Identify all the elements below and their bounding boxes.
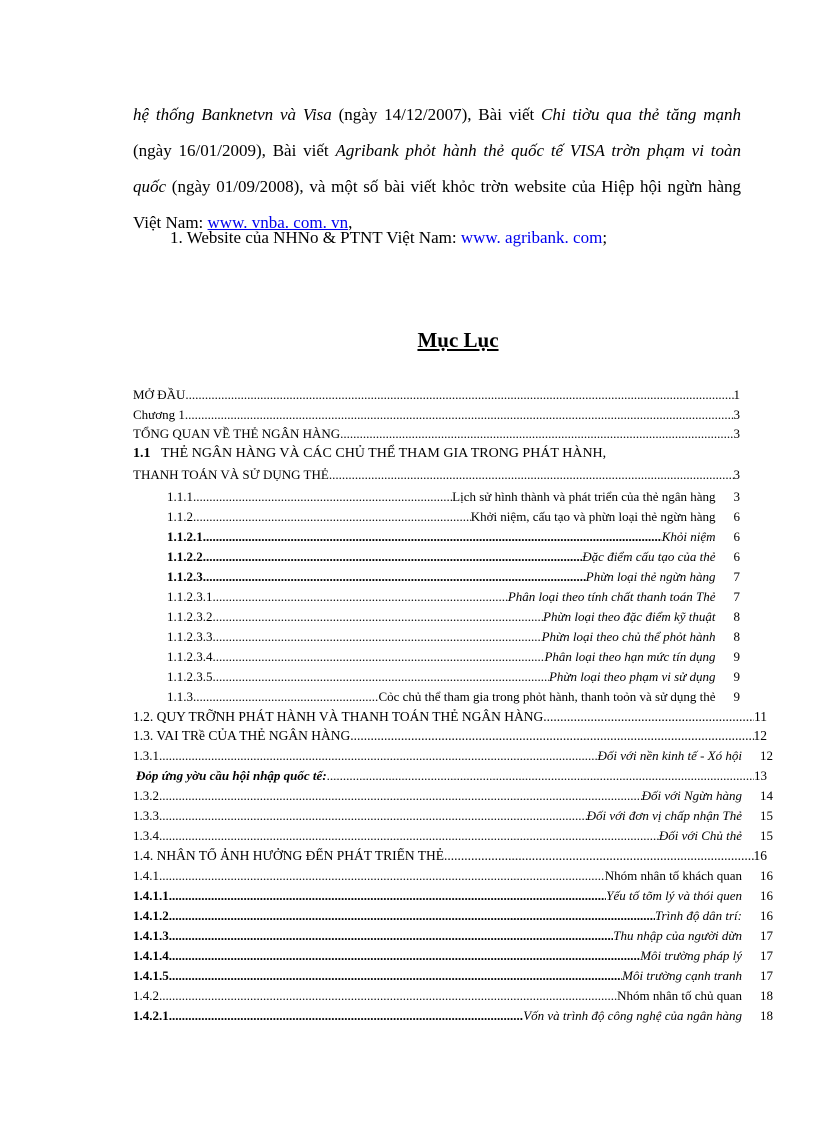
toc-entry-title: Cỏc chủ thể tham gia trong phỏt hành, thanh toỏn và sử dụng thẻ [378,689,716,704]
toc-row[interactable] [133,888,773,904]
toc-page-number: 18 [760,988,773,1003]
toc-entry-number: 1.3.1. [133,748,163,763]
toc-row[interactable] [133,968,773,984]
toc-entry-number: 1.1.2. [167,509,197,524]
toc-entry-number: 1.1.3. [167,689,197,704]
toc-entry-number: 1.3.4. [133,828,163,843]
toc-page-number: 12 [760,748,773,763]
vnba-link[interactable]: www. vnba. com. vn [207,213,349,232]
toc-entry-number: 1.1.2.3. [167,569,206,584]
toc-entry-title: Đối với Ngừn hàng [641,788,742,803]
toc-entry-number: 1.1.2.3.5. [167,669,216,684]
toc-row[interactable] [133,407,740,423]
toc-entry-title: Đối với đơn vị chấp nhận Thẻ [586,808,742,823]
toc-page-number: 15 [760,808,773,823]
toc-page-number: 12 [753,728,767,743]
toc-row[interactable] [133,908,773,924]
toc-entry-title: Phừn loại theo phạm vi sử dụng [548,669,716,684]
toc-entry-number: 1.3.3 [133,808,159,823]
toc-row[interactable] [167,529,740,545]
toc-row[interactable] [167,689,740,705]
toc-page-number: 1 [733,387,740,402]
intro-span-6: (ngày 01/09/2008), và một số bài viết khỏc trờn website của Hiệp hội ngừn hàng Việt Nam: [133,177,741,232]
toc-entry-number: 1.1.2.3.1. [167,589,216,604]
toc-page-number: 15 [760,828,773,843]
toc-entry-title: Yếu tố tõm lý và thói quen [606,888,742,903]
toc-entry-title: Phân loại theo hạn mức tín dụng [544,649,716,664]
toc-entry-number: 1.1 [133,446,151,461]
toc-row[interactable] [133,928,773,944]
toc-row[interactable] [133,988,773,1004]
toc-entry-number: 1.1.2.2 [167,549,203,564]
toc-title: Mục Lục [417,328,499,352]
toc-entry-title: Khỏi niệm [661,529,716,544]
intro-span-5: Agribank phỏt hành thẻ quốc tế VISA trờn phạm vi toàn quốc [133,141,741,196]
intro-span-7: , [348,213,353,232]
toc-entry-title: Chương 1 [133,407,185,422]
toc-page-number: 16 [760,908,773,923]
toc-entry-title: Lịch sử hình thành và phát triển của thẻ ngân hàng [452,489,716,504]
toc-row[interactable] [167,629,740,645]
toc-page-number: 3 [733,407,740,422]
toc-row[interactable] [136,768,767,784]
toc-entry-title: MỞ ĐẦU [133,387,186,402]
toc-entry-number: 1.1.2.1. [167,529,206,544]
toc-entry-number: 1.3.2. [133,788,163,803]
toc-page-number: 8 [733,609,740,624]
toc-entry-title: Đối với Chủ thẻ [658,828,742,843]
website-label: 1. Website của NHNo & PTNT Việt Nam: [170,228,461,247]
toc-row[interactable] [133,445,740,482]
toc-row[interactable] [133,426,740,442]
intro-paragraph [133,97,741,241]
toc-row[interactable] [167,489,740,505]
toc-row[interactable] [133,868,773,884]
toc-entry-title: Khởi niệm, cấu tạo và phừn loại thẻ ngừn hàng [470,509,716,524]
toc-row[interactable] [167,589,740,605]
toc-page-number: 3 [733,467,740,482]
toc-entry-number: 1.1.1. [167,489,197,504]
toc-row[interactable] [167,549,740,565]
toc-row[interactable] [133,848,767,864]
intro-span-3: Chi tiờu qua thẻ tăng mạnh [541,105,741,124]
toc-entry-title: Môi trường cạnh tranh [622,968,742,983]
toc-page-number: 6 [733,549,740,564]
website-end: ; [602,228,608,247]
toc-entry-title: Phừn loại theo chủ thể phỏt hành [541,629,716,644]
toc-page-number: 3 [733,426,740,441]
toc-page-number: 8 [733,629,740,644]
toc-entry-title: Vốn và trình độ công nghệ của ngân hàng [523,1008,742,1023]
toc-page-number: 6 [733,529,740,544]
toc-page-number: 11 [754,709,767,724]
toc-entry-title: 1.2. QUY TRỠNH PHÁT HÀNH VÀ THANH TOÁN THẺ NGÂN HÀNG [133,709,544,724]
toc-page-number: 9 [733,689,740,704]
toc-entry-number: 1.4.2. [133,988,163,1003]
toc-entry-title: Phân loại theo tính chất thanh toán Thẻ [507,589,716,604]
toc-entry-title: Thu nhập của người dừn [613,928,742,943]
toc-page-number: 13 [754,768,767,783]
toc-page-number: 9 [733,649,740,664]
toc-row[interactable] [133,1008,773,1024]
toc-page-number: 18 [760,1008,773,1023]
toc-entry-title: Môi trường pháp lý [640,948,742,963]
intro-span-4: (ngày 16/01/2009), Bài viết [133,141,336,160]
toc-entry-title: Nhóm nhân tố khách quan [604,868,742,883]
toc-entry-title: Trình độ dân trí: [654,908,742,923]
toc-row[interactable] [133,709,767,725]
toc-entry-title: 1.3. VAI TRề CỦA THẺ NGÂN HÀNG [133,728,351,743]
toc-row[interactable] [133,788,773,804]
toc-entry-title: THẺ NGÂN HÀNG VÀ CÁC CHỦ THỂ THAM GIA TRONG PHÁT HÀNH, [161,446,607,461]
toc-entry-title: TỔNG QUAN VỀ THẺ NGÂN HÀNG [133,426,341,441]
toc-page-number: 7 [733,569,740,584]
toc-row[interactable] [133,728,767,744]
toc-page-number: 7 [733,589,740,604]
toc-page-number: 9 [733,669,740,684]
toc-entry-title: Phừn loại theo đặc điểm kỹ thuật [543,609,716,624]
toc-row[interactable] [167,609,740,625]
toc-entry-number: 1.4.1.2 [133,908,169,923]
website-line [170,228,607,248]
toc-page-number: 16 [760,888,773,903]
toc-entry-title: Phừn loại thẻ ngừn hàng [585,569,716,584]
toc-row[interactable] [167,649,740,665]
toc-entry-number: 1.1.2.3.4. [167,649,216,664]
toc-entry-number: 1.4.1. [133,868,163,883]
toc-entry-title: Nhóm nhân tố chủ quan [617,988,742,1003]
toc-entry-number: 1.1.2.3.2. [167,609,216,624]
toc-row[interactable] [133,387,740,403]
toc-row[interactable] [167,509,740,525]
toc-page-number: 3 [733,489,740,504]
toc-entry-title: 1.4. NHÂN TỐ ẢNH HƯỞNG ĐẾN PHÁT TRIỂN THẺ [133,848,444,863]
toc-row[interactable] [133,808,773,824]
intro-span-1: hệ thống Banknetvn và Visa [133,105,332,124]
toc-entry-number: 1.4.1.3. [133,928,172,943]
toc-entry-number: 1.4.1.5. [133,968,172,983]
toc-row[interactable] [133,748,773,764]
toc-row[interactable] [167,569,740,585]
toc-entry-title: Đặc điểm cấu tạo của thẻ [582,549,716,564]
toc-entry-number: 1.4.1.4. [133,948,172,963]
toc-page-number: 17 [760,948,773,963]
toc-page-number: 16 [760,868,773,883]
toc-page-number: 17 [760,968,773,983]
toc-page-number: 14 [760,788,773,803]
toc-row[interactable] [133,948,773,964]
toc-page-number: 17 [760,928,773,943]
toc-row[interactable] [133,828,773,844]
toc-entry-title: Đỏp ứng yờu cầu hội nhập quốc tế: [136,768,327,783]
toc-entry-number: 1.4.1.1. [133,888,172,903]
toc-page-number: 16 [753,848,767,863]
toc-row[interactable] [167,669,740,685]
toc-page-number: 6 [733,509,740,524]
agribank-link[interactable]: www. agribank. com [460,228,603,247]
toc-entry-title-line2: THANH TOÁN VÀ SỬ DỤNG THẺ [133,467,329,482]
toc-entry-number: 1.4.2.1. [133,1008,172,1023]
toc-entry-title: Đối với nền kinh tế - Xó hội [597,748,742,763]
intro-span-2: (ngày 14/12/2007), Bài viết [331,105,542,124]
toc-entry-number: 1.1.2.3.3. [167,629,216,644]
